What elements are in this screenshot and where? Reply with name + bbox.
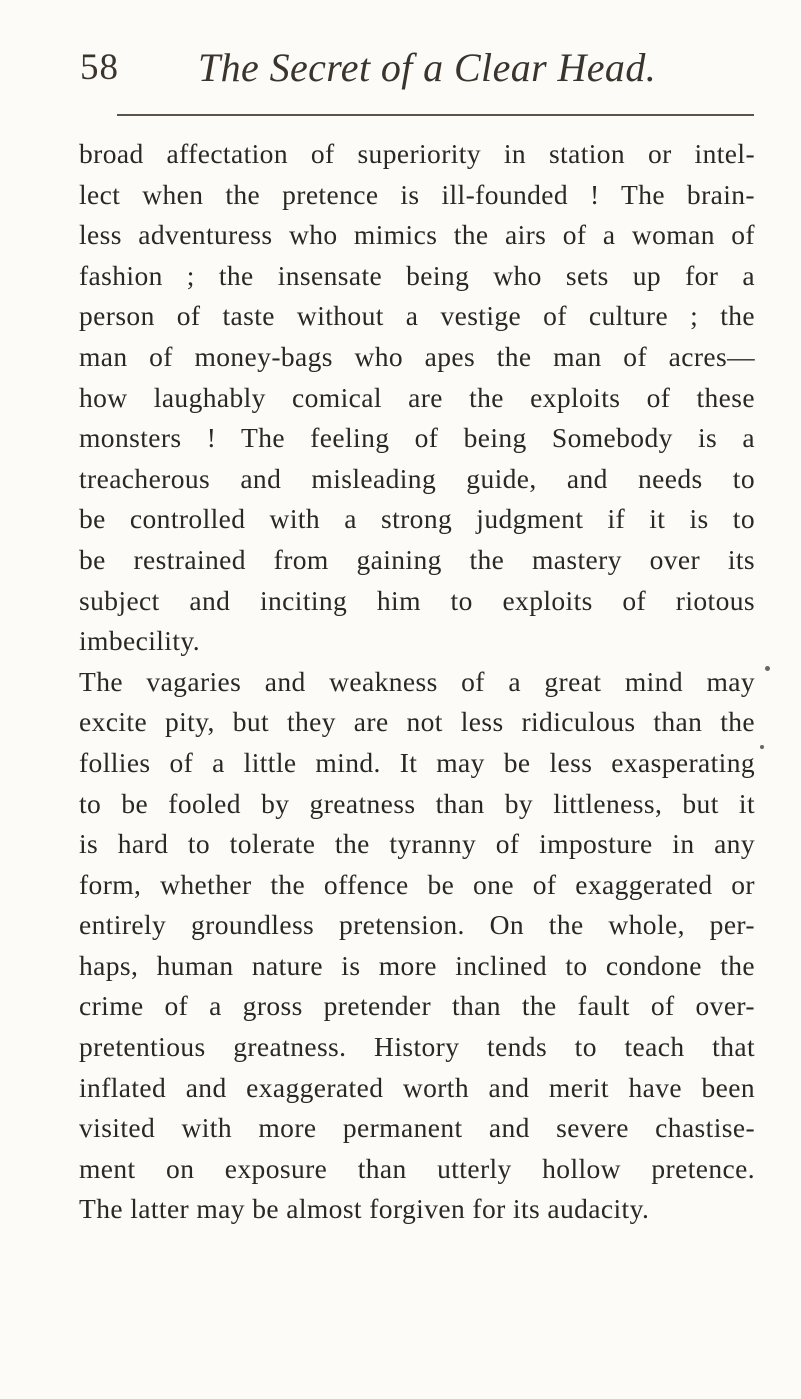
text-line: treacherous and misleading guide, and needs to <box>79 462 755 494</box>
text-line: to be fooled by greatness than by littleness, but it <box>79 787 755 819</box>
text-line: follies of a little mind. It may be less exasperating <box>79 746 755 778</box>
running-head <box>80 40 755 100</box>
text-line: subject and inciting him to exploits of riotous <box>79 584 755 616</box>
text-line: haps, human nature is more inclined to condone the <box>79 949 755 981</box>
text-line: crime of a gross pretender than the fault of over- <box>79 990 755 1022</box>
page-number: 58 <box>80 47 119 88</box>
text-line: man of money-bags who apes the man of acres— <box>79 340 755 372</box>
margin-speck <box>765 666 770 671</box>
text-line: imbecility. <box>79 625 200 657</box>
text-line: is hard to tolerate the tyranny of imposture in any <box>79 828 755 860</box>
running-title: The Secret of a Clear Head. <box>198 45 657 90</box>
text-line: be restrained from gaining the mastery over its <box>79 543 755 575</box>
header-rule <box>117 114 754 116</box>
text-line: fashion ; the insensate being who sets up for a <box>79 259 755 291</box>
text-line: less adventuress who mimics the airs of a woman of <box>79 219 755 251</box>
body-text <box>79 134 755 1230</box>
text-line: excite pity, but they are not less ridiculous than the <box>79 706 755 738</box>
text-line: form, whether the offence be one of exaggerated or <box>79 868 755 900</box>
text-line: pretentious greatness. History tends to teach that <box>79 1031 755 1063</box>
text-line: broad affectation of superiority in station or intel- <box>79 138 755 169</box>
margin-speck <box>760 745 764 749</box>
text-line: The latter may be almost forgiven for its audacity. <box>79 1193 650 1225</box>
text-line: monsters ! The feeling of being Somebody is a <box>79 422 755 454</box>
text-line: inflated and exaggerated worth and merit have been <box>79 1071 755 1103</box>
text-line: entirely groundless pretension. On the whole, per- <box>79 909 755 941</box>
text-line: person of taste without a vestige of culture ; the <box>79 300 755 332</box>
text-line: how laughably comical are the exploits of these <box>79 381 755 413</box>
text-line: ment on exposure than utterly hollow pretence. <box>79 1152 755 1184</box>
text-line: be controlled with a strong judgment if it is to <box>79 503 755 535</box>
text-line: lect when the pretence is ill-founded ! The brain- <box>79 178 755 210</box>
text-line: The vagaries and weakness of a great mind may <box>79 665 755 697</box>
text-line: visited with more permanent and severe chastise- <box>79 1112 755 1144</box>
